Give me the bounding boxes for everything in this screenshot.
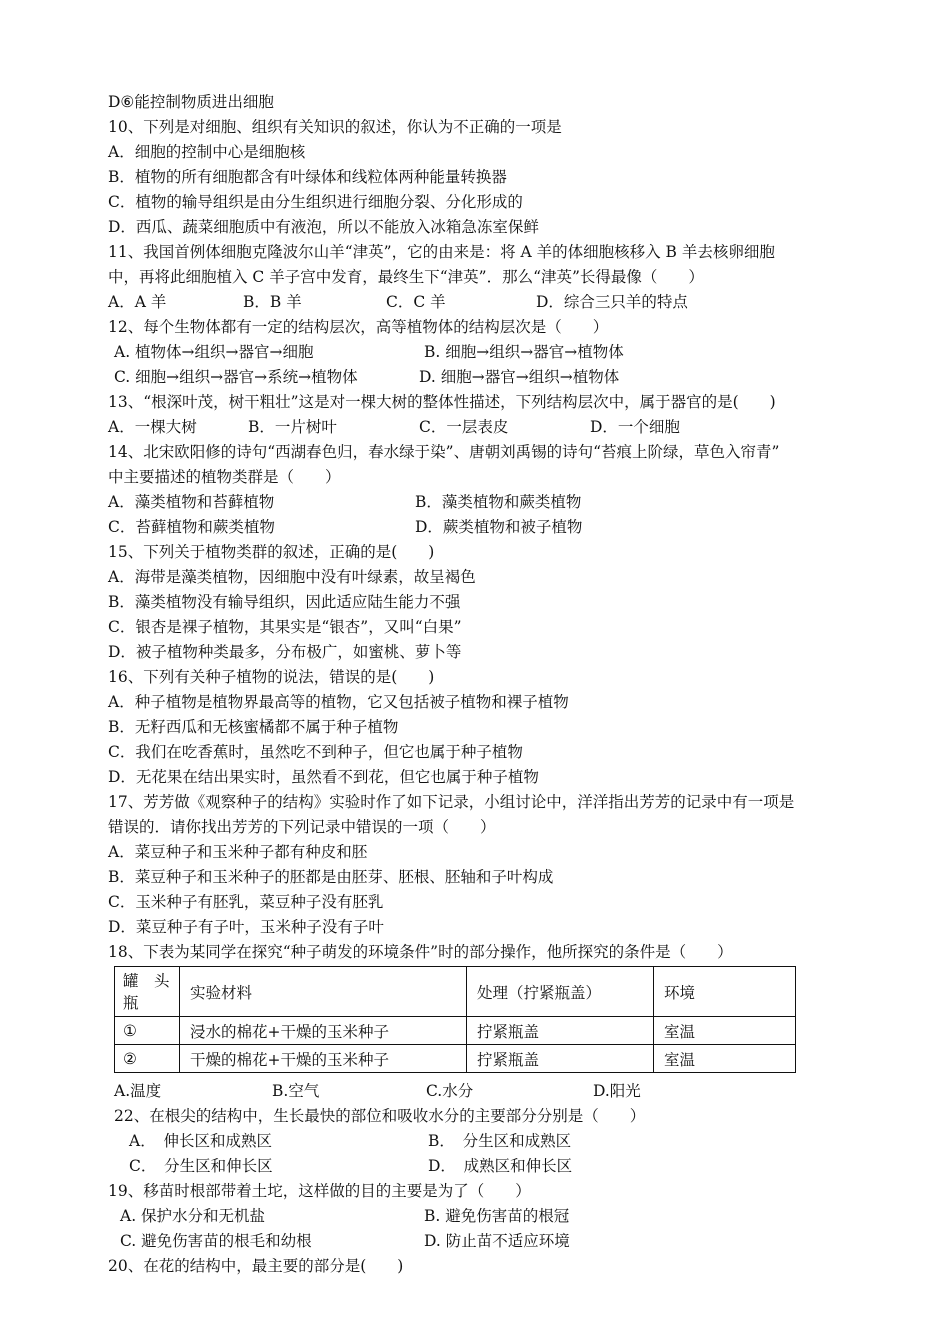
question-17: 17、芳芳做《观察种子的结构》实验时作了如下记录，小组讨论中，洋洋指出芳芳的记录中有一项是 xyxy=(108,793,795,811)
option-a: A.温度 xyxy=(114,1082,162,1100)
option-d: D．一个细胞 xyxy=(590,418,680,436)
question-18: 18、下表为某同学在探究“种子萌发的环境条件”时的部分操作，他所探究的条件是（ ） xyxy=(108,943,733,961)
option-d: D． 成熟区和伸长区 xyxy=(428,1157,573,1175)
table-header-cell xyxy=(115,967,180,1017)
option-a: A. 保护水分和无机盐 xyxy=(120,1207,266,1225)
question-11: 11、我国首例体细胞克隆波尔山羊“津英”，它的由来是：将 A 羊的体细胞核移入 B 羊去核卵细胞 xyxy=(108,243,775,261)
question-12: 12、每个生物体都有一定的结构层次，高等植物体的结构层次是（ ） xyxy=(108,318,609,336)
option-a: A．种子植物是植物界最高等的植物，它又包括被子植物和裸子植物 xyxy=(108,693,569,711)
option-d: D．西瓜、蔬菜细胞质中有液泡，所以不能放入冰箱急冻室保鲜 xyxy=(108,218,539,236)
option-d: D．被子植物种类最多，分布极广，如蜜桃、萝卜等 xyxy=(108,643,462,661)
table-cell: 浸水的棉花+干燥的玉米种子 xyxy=(180,1017,467,1045)
option-b: B．藻类植物和蕨类植物 xyxy=(415,493,582,511)
option-b: B．一片树叶 xyxy=(248,418,337,436)
table-cell: 拧紧瓶盖 xyxy=(467,1017,654,1045)
table-header-cell: 处理（拧紧瓶盖） xyxy=(467,967,654,1017)
option-d: D．菜豆种子有子叶，玉米种子没有子叶 xyxy=(108,918,384,936)
option-a: A．海带是藻类植物，因细胞中没有叶绿素，故呈褐色 xyxy=(108,568,476,586)
option-b: B. 避免伤害苗的根冠 xyxy=(424,1207,570,1225)
option-b: B．藻类植物没有输导组织，因此适应陆生能力不强 xyxy=(108,593,461,611)
option-c: C．植物的输导组织是由分生组织进行细胞分裂、分化形成的 xyxy=(108,193,523,211)
question-20: 20、在花的结构中，最主要的部分是( ) xyxy=(108,1257,404,1275)
question-19: 19、移苗时根部带着土坨，这样做的目的主要是为了（ ） xyxy=(108,1182,531,1200)
table-cell: 拧紧瓶盖 xyxy=(467,1045,654,1073)
option-b: B．菜豆种子和玉米种子的胚都是由胚芽、胚根、胚轴和子叶构成 xyxy=(108,868,554,886)
question-17-cont: 错误的．请你找出芳芳的下列记录中错误的一项（ ） xyxy=(108,818,496,836)
table-row xyxy=(115,1045,796,1073)
table-header-cell: 实验材料 xyxy=(180,967,467,1017)
option-c: C．C 羊 xyxy=(386,293,446,311)
table-cell: 干燥的棉花+干燥的玉米种子 xyxy=(180,1045,467,1073)
option-b: B． 分生区和成熟区 xyxy=(428,1132,572,1150)
option-c: C． 分生区和伸长区 xyxy=(129,1157,273,1175)
option-b: B．B 羊 xyxy=(243,293,302,311)
option-a: A．细胞的控制中心是细胞核 xyxy=(108,143,306,161)
question-22: 22、在根尖的结构中，生长最快的部位和吸收水分的主要部分分别是（ ） xyxy=(114,1107,646,1125)
table-cell: ② xyxy=(115,1045,180,1073)
option-b: B．无籽西瓜和无核蜜橘都不属于种子植物 xyxy=(108,718,399,736)
table-header-jar-1: 罐 头 xyxy=(123,971,170,990)
option-c: C．苔藓植物和蕨类植物 xyxy=(108,518,275,536)
option-c: C．我们在吃香蕉时，虽然吃不到种子，但它也属于种子植物 xyxy=(108,743,523,761)
option-b: B.空气 xyxy=(272,1082,320,1100)
option-d: D．蕨类植物和被子植物 xyxy=(415,518,583,536)
option-c: C. 避免伤害苗的根毛和幼根 xyxy=(120,1232,312,1250)
table-cell: ① xyxy=(115,1017,180,1045)
question-10: 10、下列是对细胞、组织有关知识的叙述，你认为不正确的一项是 xyxy=(108,118,562,136)
option-c: C．银杏是裸子植物，其果实是“银杏”，又叫“白果” xyxy=(108,618,462,636)
option-d: D. 细胞→器官→组织→植物体 xyxy=(419,368,620,386)
option-c: C．一层表皮 xyxy=(419,418,509,436)
text-line: D⑥能控制物质进出细胞 xyxy=(108,93,274,111)
option-d: D. 防止苗不适应环境 xyxy=(424,1232,570,1250)
option-a: A． 伸长区和成熟区 xyxy=(129,1132,272,1150)
option-d: D．无花果在结出果实时，虽然看不到花，但它也属于种子植物 xyxy=(108,768,539,786)
question-14: 14、北宋欧阳修的诗句“西湖春色归，春水绿于染”、唐朝刘禹锡的诗句“苔痕上阶绿，草色入帘青” xyxy=(108,443,780,461)
option-d: D.阳光 xyxy=(593,1082,641,1100)
question-16: 16、下列有关种子植物的说法，错误的是( ) xyxy=(108,668,435,686)
table-cell: 室温 xyxy=(654,1017,796,1045)
option-a: A．一棵大树 xyxy=(108,418,197,436)
question-11-cont: 中，再将此细胞植入 C 羊子宫中发育，最终生下“津英”．那么“津英”长得最像（ ） xyxy=(108,268,704,286)
option-a: A．菜豆种子和玉米种子都有种皮和胚 xyxy=(108,843,368,861)
option-a: A. 植物体→组织→器官→细胞 xyxy=(114,343,314,361)
table-header-row xyxy=(115,967,796,1017)
option-c: C. 细胞→组织→器官→系统→植物体 xyxy=(114,368,358,386)
experiment-table xyxy=(114,966,796,1073)
question-13: 13、“根深叶茂，树干粗壮”这是对一棵大树的整体性描述，下列结构层次中，属于器官的是( ) xyxy=(108,393,776,411)
option-a: A．藻类植物和苔藓植物 xyxy=(108,493,275,511)
question-14-cont: 中主要描述的植物类群是（ ） xyxy=(108,468,341,486)
table-cell: 室温 xyxy=(654,1045,796,1073)
option-c: C.水分 xyxy=(426,1082,474,1100)
table-header-jar-2: 瓶 xyxy=(123,993,139,1012)
option-d: D．综合三只羊的特点 xyxy=(536,293,688,311)
option-c: C．玉米种子有胚乳，菜豆种子没有胚乳 xyxy=(108,893,384,911)
option-b: B．植物的所有细胞都含有叶绿体和线粒体两种能量转换器 xyxy=(108,168,507,186)
table-row xyxy=(115,1017,796,1045)
option-b: B. 细胞→组织→器官→植物体 xyxy=(424,343,624,361)
question-15: 15、下列关于植物类群的叙述，正确的是( ) xyxy=(108,543,435,561)
option-a: A．A 羊 xyxy=(108,293,167,311)
table-header-cell: 环境 xyxy=(654,967,796,1017)
